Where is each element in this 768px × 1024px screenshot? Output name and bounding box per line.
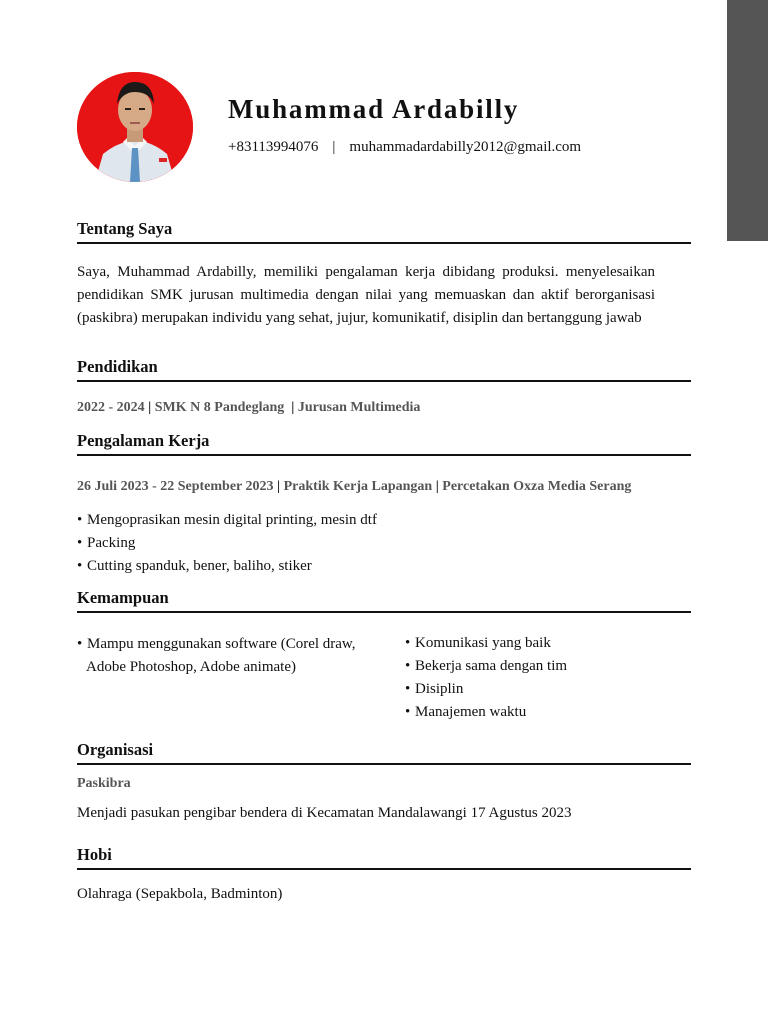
experience-list — [77, 509, 377, 578]
bullet-icon: • — [405, 658, 411, 674]
contact-separator: | — [332, 139, 336, 155]
list-item-text: Packing — [87, 535, 136, 551]
organization-name: Paskibra — [77, 776, 131, 791]
list-item-text: Cutting spanduk, bener, baliho, stiker — [87, 558, 312, 574]
list-item-text: Mengoprasikan mesin digital printing, mesin dtf — [87, 512, 377, 528]
education-separator: | — [148, 400, 152, 415]
section-title-organization: Organisasi — [77, 740, 691, 765]
experience-separator: | — [277, 479, 281, 494]
about-text: Saya, Muhammad Ardabilly, memiliki pengalaman kerja dibidang produksi. menyelesaikan pendidikan SMK jurusan multimedia dengan nilai yang memuaskan dan aktif berorganisasi (paskibra) merupakan individu yang sehat, jujur, komunikatif, disiplin dan bertanggung jawab — [77, 264, 655, 326]
list-item — [77, 555, 377, 578]
skill-text-line2: Adobe Photoshop, Adobe animate) — [86, 659, 296, 675]
list-item-text: Komunikasi yang baik — [415, 635, 551, 651]
bullet-icon: • — [405, 635, 411, 651]
list-item-text: Manajemen waktu — [415, 704, 527, 720]
experience-details — [77, 479, 631, 495]
bullet-icon: • — [77, 558, 83, 574]
list-item — [77, 509, 377, 532]
list-item — [405, 678, 567, 701]
skills-list-left — [77, 633, 397, 679]
list-item — [77, 532, 377, 555]
section-title-skills: Kemampuan — [77, 588, 691, 613]
skills-list-right — [405, 632, 567, 724]
list-item — [405, 701, 567, 724]
bullet-icon: • — [405, 704, 411, 720]
education-separator-2: | — [291, 400, 295, 415]
list-item — [405, 632, 567, 655]
education-period: 2022 - 2024 — [77, 400, 145, 415]
experience-role: Praktik Kerja Lapangan — [283, 479, 433, 494]
email-address: muhammadardabilly2012@gmail.com — [349, 139, 582, 155]
bullet-icon: • — [77, 512, 83, 528]
phone-number: +83113994076 — [228, 139, 319, 155]
list-item-text: Bekerja sama dengan tim — [415, 658, 568, 674]
bullet-icon: • — [405, 681, 411, 697]
profile-photo — [77, 72, 193, 182]
scrollbar-thumb[interactable] — [727, 0, 768, 241]
section-title-about: Tentang Saya — [77, 219, 691, 244]
list-item — [77, 633, 397, 679]
bullet-icon: • — [77, 636, 83, 652]
experience-separator-2: | — [435, 479, 439, 494]
contact-line — [228, 139, 581, 156]
education-details — [77, 400, 420, 416]
candidate-name: Muhammad Ardabilly — [228, 94, 520, 124]
organization-description: Menjadi pasukan pengibar bendera di Kecamatan Mandalawangi 17 Agustus 2023 — [77, 805, 572, 821]
experience-company: Percetakan Oxza Media Serang — [442, 479, 632, 494]
list-item-text: Disiplin — [415, 681, 464, 697]
section-title-experience: Pengalaman Kerja — [77, 431, 691, 456]
experience-period: 26 Juli 2023 - 22 September 2023 — [77, 479, 274, 494]
education-school: SMK N 8 Pandeglang — [154, 400, 285, 415]
list-item — [405, 655, 567, 678]
section-title-hobby: Hobi — [77, 845, 691, 870]
skill-text-line1: Mampu menggunakan software (Corel draw, — [87, 636, 356, 652]
section-title-education: Pendidikan — [77, 357, 691, 382]
bullet-icon: • — [77, 535, 83, 551]
hobby-text: Olahraga (Sepakbola, Badminton) — [77, 886, 283, 902]
education-major: Jurusan Multimedia — [297, 400, 421, 415]
